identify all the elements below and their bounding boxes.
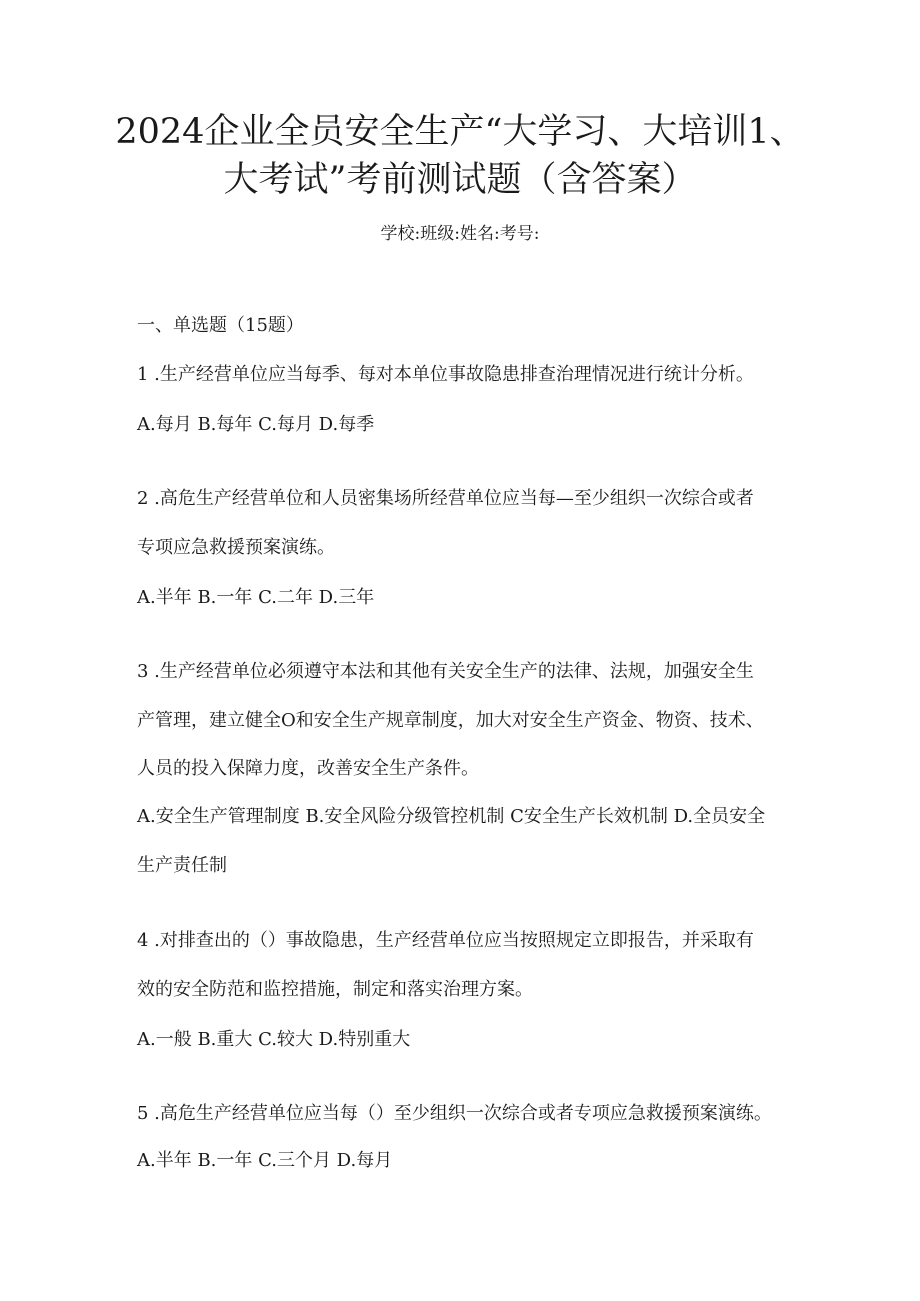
document-title-line-1: 2024企业全员安全生产“大学习、大培训1、 [115, 112, 805, 152]
question-4-stem-line-2: 效的安全防范和监控措施，制定和落实治理方案。 [137, 979, 533, 1000]
student-info-line: 学校:班级:姓名:考号: [380, 224, 540, 244]
question-2-options-line-1: A.半年 B.一年 C.二年 D.三年 [137, 587, 375, 608]
question-4-options-line-1: A.一般 B.重大 C.较大 D.特别重大 [137, 1029, 411, 1050]
question-5-options-line-1: A.半年 B.一年 C.三个月 D.每月 [137, 1150, 393, 1171]
question-1-stem-line-1: 1 .生产经营单位应当每季、每对本单位事故隐患排查治理情况进行统计分析。 [137, 364, 754, 385]
question-4-stem-line-1: 4 .对排查出的（）事故隐患，生产经营单位应当按照规定立即报告，并采取有 [137, 930, 754, 951]
question-3-options-line-2: 生产责任制 [137, 855, 227, 876]
question-3-stem-line-2: 产管理，建立健全O和安全生产规章制度，加大对安全生产资金、物资、技术、 [137, 710, 764, 731]
question-1-options-line-1: A.每月 B.每年 C.每月 D.每季 [137, 414, 375, 435]
question-3-stem-line-1: 3 .生产经营单位必须遵守本法和其他有关安全生产的法律、法规，加强安全生 [137, 661, 754, 682]
section-heading: 一、单选题（15题） [137, 315, 304, 336]
question-2-stem-line-2: 专项应急救援预案演练。 [137, 537, 335, 558]
question-2-stem-line-1: 2 .高危生产经营单位和人员密集场所经营单位应当每—至少组织一次综合或者 [137, 488, 754, 509]
question-3-options-line-1: A.安全生产管理制度 B.安全风险分级管控机制 C安全生产长效机制 D.全员安全 [137, 806, 766, 827]
document-title-line-2: 大考试”考前测试题（含答案） [223, 160, 697, 200]
question-5-stem-line-1: 5 .高危生产经营单位应当每（）至少组织一次综合或者专项应急救援预案演练。 [137, 1103, 772, 1124]
question-3-stem-line-3: 人员的投入保障力度，改善安全生产条件。 [137, 758, 479, 779]
